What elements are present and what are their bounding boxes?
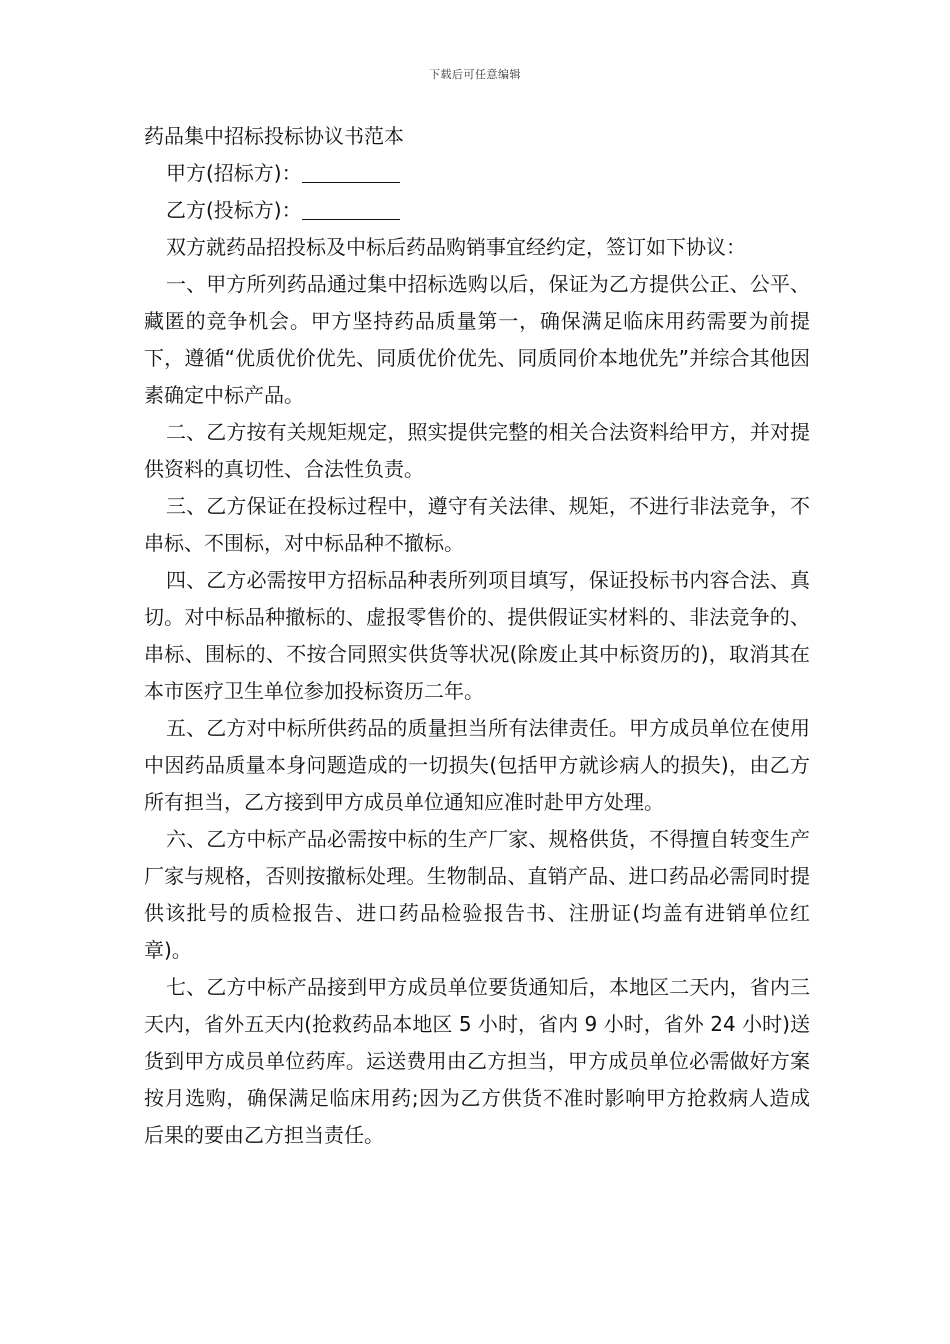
clause-5: 五、乙方对中标所供药品的质量担当所有法律责任。甲方成员单位在使用中因药品质量本身问题造成的一切损失(包括甲方就诊病人的损失)，由乙方所有担当，乙方接到甲方成员单位通知应准时赴甲方处理。 [144, 716, 810, 814]
clause-1: 一、甲方所列药品通过集中招标选购以后，保证为乙方提供公正、公平、藏匿的竞争机会。甲方坚持药品质量第一，确保满足临床用药需要为前提下，遵循“优质优价优先、同质优价优先、同质同价本地优先”并综合其他因素确定中标产品。 [144, 272, 810, 407]
header-note: 下载后可任意编辑 [429, 68, 521, 81]
clause-6: 六、乙方中标产品必需按中标的生产厂家、规格供货，不得擅自转变生产厂家与规格，否则按撤标处理。生物制品、直销产品、进口药品必需同时提供该批号的质检报告、进口药品检验报告书、注册证(均盖有进销单位红章)。 [144, 827, 810, 962]
clause-3: 三、乙方保证在投标过程中，遵守有关法律、规矩，不进行非法竞争，不串标、不围标，对中标品种不撤标。 [144, 494, 810, 555]
document-title: 药品集中招标投标协议书范本 [144, 124, 404, 148]
party-b-blank [302, 199, 400, 220]
party-a-label: 甲方(招标方)： [166, 161, 302, 185]
intro-paragraph: 双方就药品招投标及中标后药品购销事宜经约定，签订如下协议： [166, 235, 746, 259]
document-body [144, 118, 810, 1154]
party-a-blank [302, 162, 400, 183]
party-a-field [144, 155, 810, 192]
clause-7: 七、乙方中标产品接到甲方成员单位要货通知后，本地区二天内，省内三天内，省外五天内(抢救药品本地区 5 小时，省内 9 小时，省外 24 小时)送货到甲方成员单位药库。运送费用由乙方担当，甲方成员单位必需做好方案按月选购，确保满足临床用药;因为乙方供货不准时影响甲方抢救病人造成后果的要由乙方担当责任。 [144, 975, 810, 1147]
clause-4: 四、乙方必需按甲方招标品种表所列项目填写，保证投标书内容合法、真切。对中标品种撤标的、虚报零售价的、提供假证实材料的、非法竞争的、串标、围标的、不按合同照实供货等状况(除废止其中标资历的)，取消其在本市医疗卫生单位参加投标资历二年。 [144, 568, 810, 703]
clause-2: 二、乙方按有关规矩规定，照实提供完整的相关合法资料给甲方，并对提供资料的真切性、合法性负责。 [144, 420, 810, 481]
party-b-field [144, 192, 810, 229]
party-b-label: 乙方(投标方)： [166, 198, 302, 222]
